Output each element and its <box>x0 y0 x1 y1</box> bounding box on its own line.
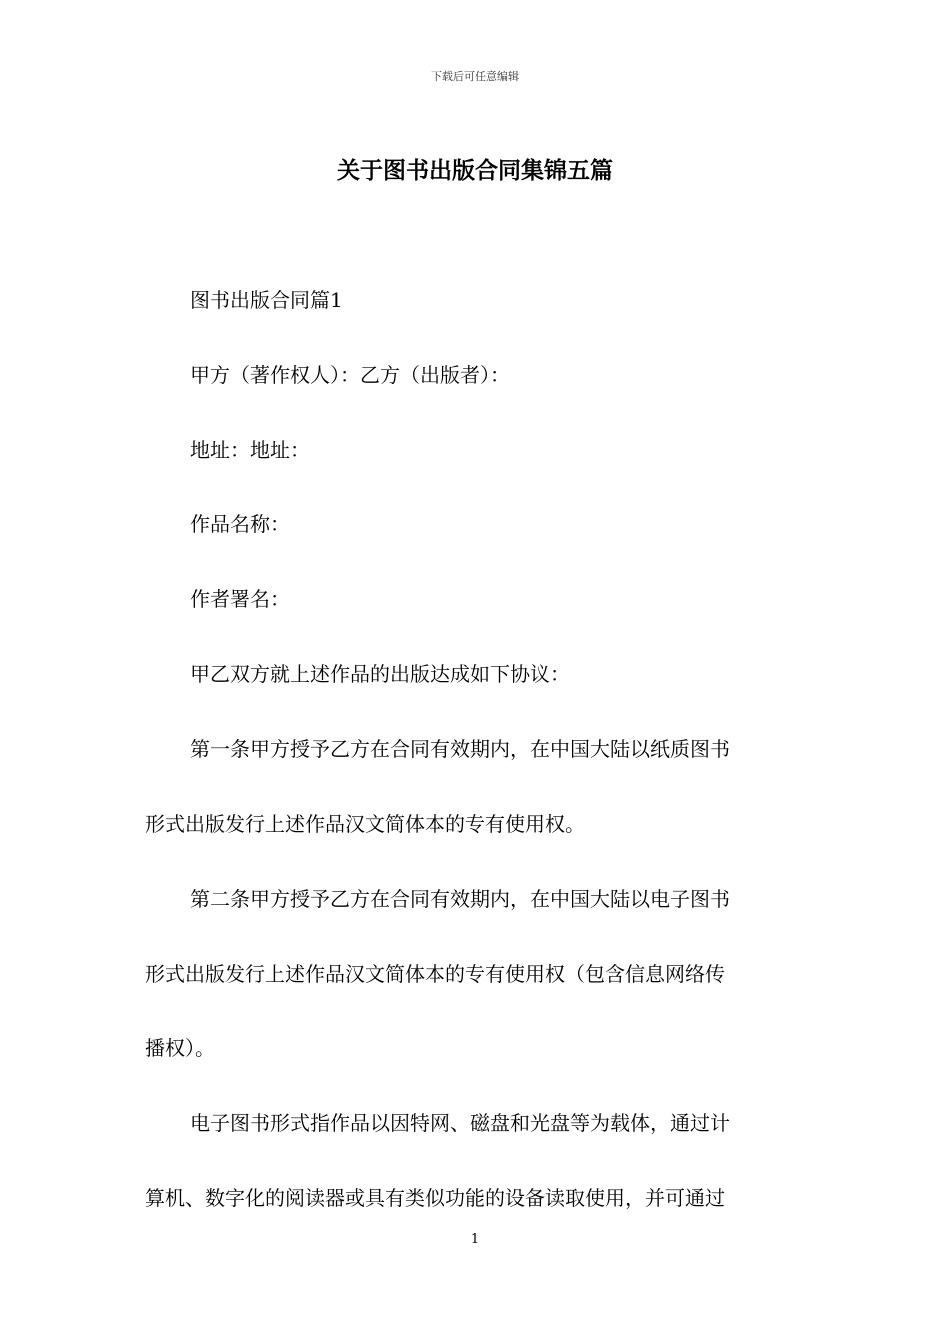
document-title: 关于图书出版合同集锦五篇 <box>337 158 613 184</box>
agreement-intro-line: 甲乙双方就上述作品的出版达成如下协议： <box>190 662 570 686</box>
ebook-definition-line-2: 算机、数字化的阅读器或具有类似功能的设备读取使用，并可通过 <box>145 1186 725 1210</box>
section-heading: 图书出版合同篇1 <box>190 288 343 312</box>
work-title-line: 作品名称： <box>190 512 290 536</box>
clause-1-line-1: 第一条甲方授予乙方在合同有效期内，在中国大陆以纸质图书 <box>190 737 730 761</box>
author-signature-line: 作者署名： <box>190 587 290 611</box>
clause-2-line-3: 播权）。 <box>145 1036 215 1060</box>
ebook-definition-line-1: 电子图书形式指作品以因特网、磁盘和光盘等为载体，通过计 <box>190 1111 730 1135</box>
header-note: 下载后可任意编辑 <box>431 70 519 83</box>
address-line: 地址：地址： <box>190 438 310 462</box>
clause-2-line-2: 形式出版发行上述作品汉文简体本的专有使用权（包含信息网络传 <box>145 962 725 986</box>
clause-1-line-2: 形式出版发行上述作品汉文简体本的专有使用权。 <box>145 812 585 836</box>
party-line: 甲方（著作权人）：乙方（出版者）： <box>190 363 510 387</box>
clause-2-line-1: 第二条甲方授予乙方在合同有效期内，在中国大陆以电子图书 <box>190 887 730 911</box>
page-number: 1 <box>470 1232 480 1247</box>
